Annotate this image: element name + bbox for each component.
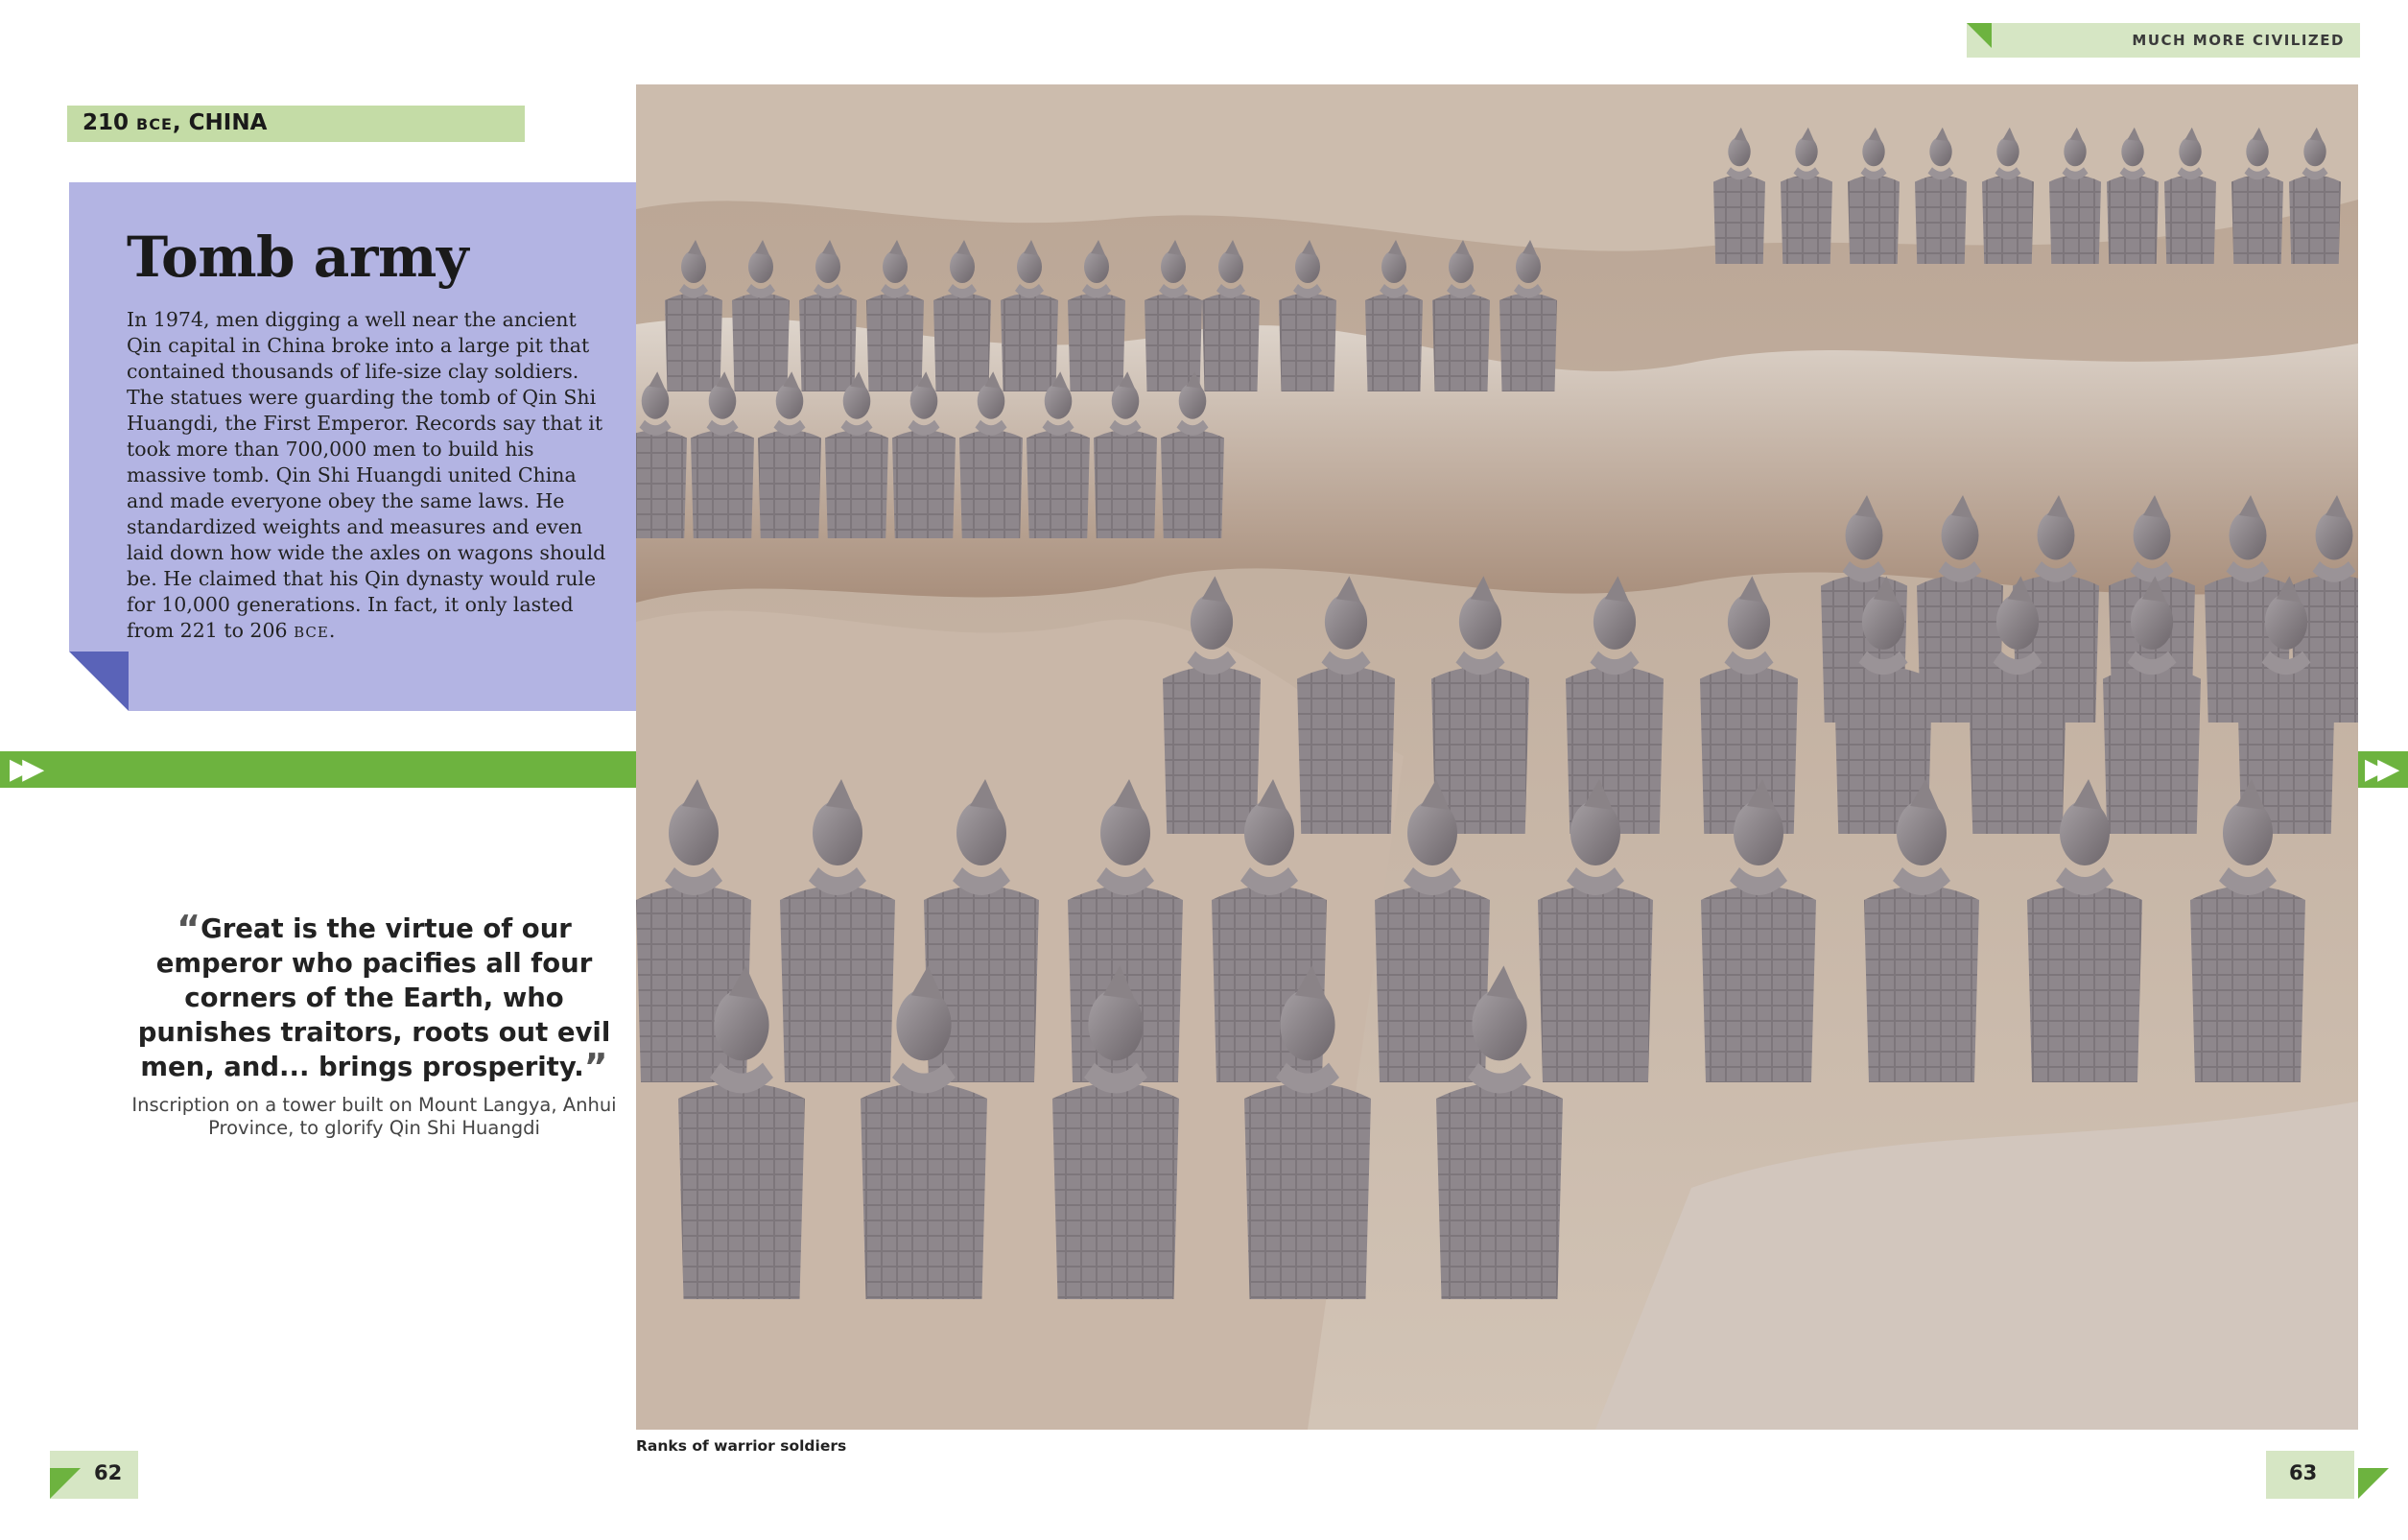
date-year: 210 [83,110,130,135]
page-number-left-text: 62 [94,1461,123,1484]
terracotta-army-photo [636,84,2358,1430]
date-place: , CHINA [172,110,268,135]
divider-rule-left [0,751,637,788]
quote-attribution: Inscription on a tower built on Mount Langya, Anhui Province, to glorify Qin Shi Huangdi [131,1094,617,1139]
quote-body: Great is the virtue of our emperor who pacifies all four corners of the Earth, who punishes traitors, roots out evil men, and... brings prosperity. [137,913,611,1082]
close-quote-mark: ” [583,1046,608,1088]
divider-rule-right [2355,751,2408,788]
page-number-right-text: 63 [2289,1461,2318,1484]
open-quote-mark: “ [177,908,201,950]
article-body-era: BCE [294,624,329,641]
double-chevron-right-icon: ▶▶ [2365,752,2391,786]
quote-text [115,908,633,1088]
page-corner-decoration [2358,1468,2389,1499]
article-body [127,307,616,646]
article-panel [69,182,637,711]
photo-caption: Ranks of warrior soldiers [636,1437,847,1455]
date-banner [67,106,525,142]
pull-quote [115,908,633,1140]
page-fold-cut [69,652,129,711]
double-chevron-right-icon: ▶▶ [10,752,35,786]
page-number-right [2266,1451,2354,1499]
date-label [83,110,267,135]
terracotta-army-illustration [636,84,2358,1430]
article-body-end: . [328,619,336,642]
date-era: BCE [136,115,173,133]
page-number-left [50,1451,138,1499]
running-header [1967,23,2360,58]
header-corner-decoration [1967,23,1992,48]
page-corner-decoration [50,1468,81,1499]
article-body-text: In 1974, men digging a well near the ancient Qin capital in China broke into a large pit that contained thousands of life-size clay soldiers. The statues were guarding the tomb of Qin Shi Huangdi, the First Emperor. Records say that it took more than 700,000 men to build his massive tomb. Qin Shi Huangdi united China and made everyone obey the same laws. He standardized weights and measures and even laid down how wide the axles on wagons should be. He claimed that his Qin dynasty would rule for 10,000 generations. In fact, it only lasted from 221 to 206 [127,308,606,642]
article-title: Tomb army [127,225,469,290]
running-header-text: MUCH MORE CIVILIZED [2132,32,2345,49]
